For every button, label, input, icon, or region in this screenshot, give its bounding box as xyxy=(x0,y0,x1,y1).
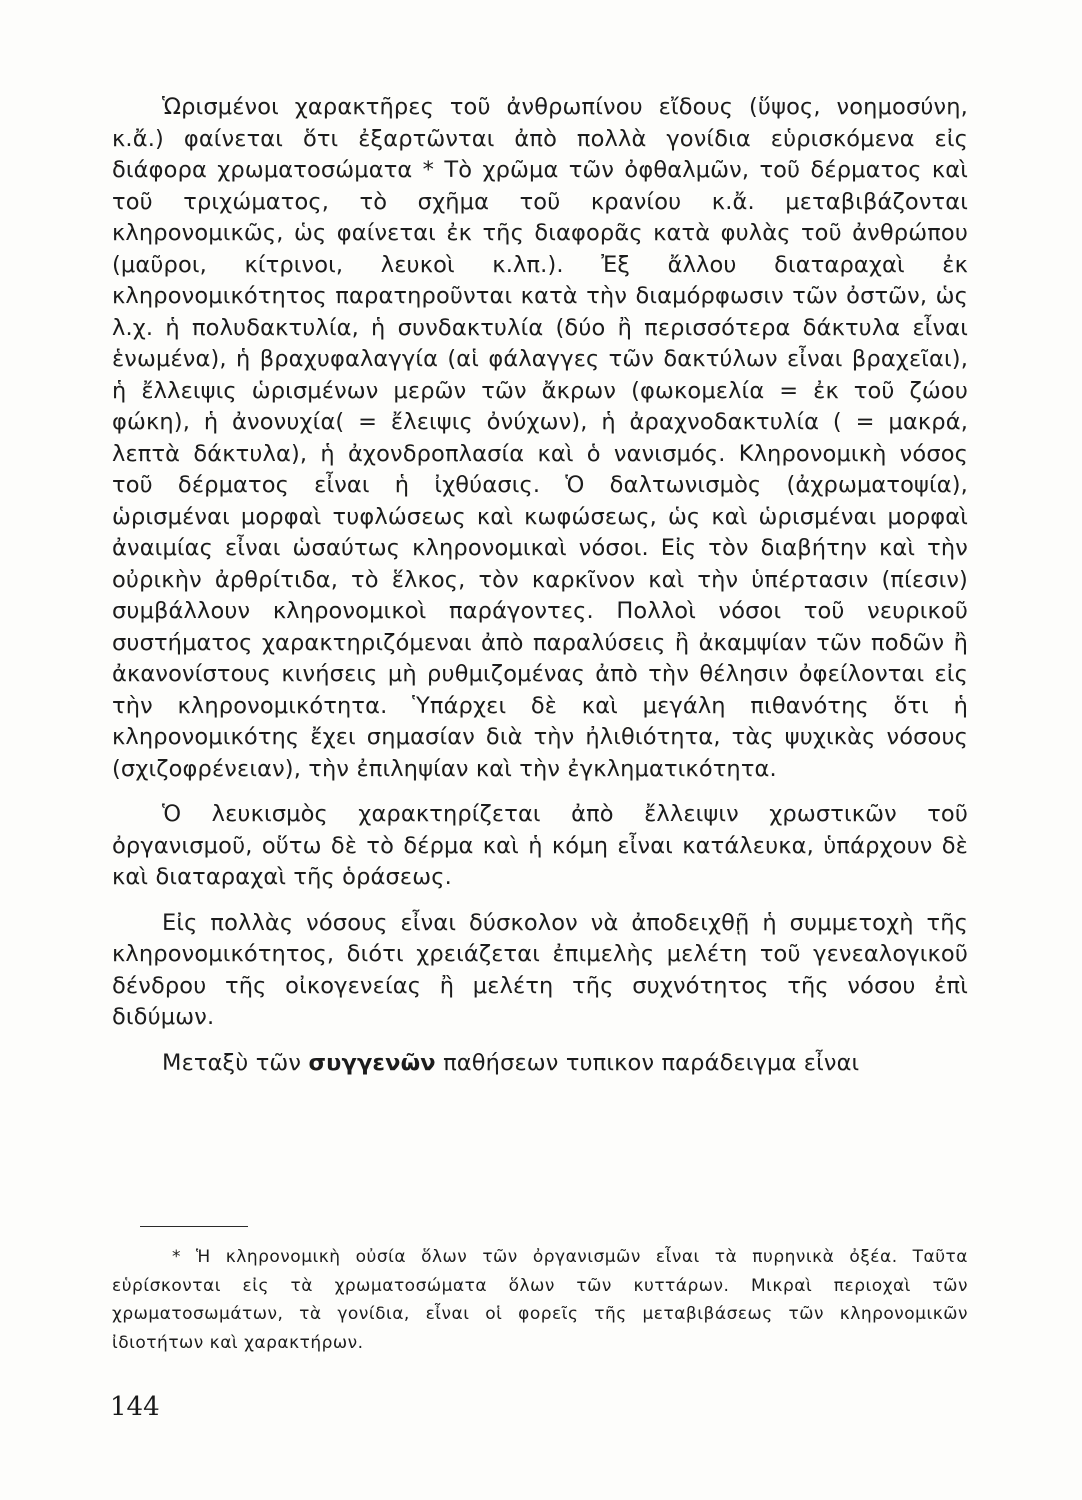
paragraph-twin-studies: Εἰς πολλὰς νόσους εἶναι δύσκολον νὰ ἀποδειχθῇ ἡ συμμετοχὴ τῆς κληρονομικότητος, διότι χρειάζεται ἐπιμελὴς μελέτη τοῦ γενεαλογικοῦ δένδρου τῆς οἰκογενείας ἢ μελέτη τῆς συχνότητος τῆς νόσου ἐπὶ διδύμων. xyxy=(112,909,968,1030)
footnote-divider xyxy=(140,1226,248,1227)
paragraph-final-line xyxy=(112,1048,968,1080)
final-line-start: Μεταξὺ τῶν xyxy=(162,1049,302,1076)
page-number: 144 xyxy=(110,1392,160,1422)
paragraph-albinism: Ὁ λευκισμὸς χαρακτηρίζεται ἀπὸ ἔλλειψιν χρωστικῶν τοῦ ὀργανισμοῦ, οὕτω δὲ τὸ δέρμα καὶ ἡ κόμη εἶναι κατάλευκα, ὑπάρχουν δὲ καὶ διαταραχαὶ τῆς ὁράσεως. xyxy=(112,801,968,890)
body-text xyxy=(112,92,968,1093)
paragraph-heredity-traits: Ὡρισμένοι χαρακτῆρες τοῦ ἀνθρωπίνου εἴδους (ὕψος, νοημοσύνη, κ.ἄ.) φαίνεται ὅτι ἐξαρτῶνται ἀπὸ πολλὰ γονίδια εὑρισκόμενα εἰς διάφορα χρωματοσώματα * Τὸ χρῶμα τῶν ὀφθαλμῶν, τοῦ δέρματος καὶ τοῦ τριχώματος, τὸ σχῆμα τοῦ κρανίου κ.ἄ. μεταβιβάζονται κληρονομικῶς, ὡς φαίνεται ἐκ τῆς διαφορᾶς κατὰ φυλὰς τοῦ ἀνθρώπου (μαῦροι, κίτρινοι, λευκοὶ κ.λπ.). Ἐξ ἄλλου διαταραχαὶ ἐκ κληρονομικότητος παρατηροῦνται κατὰ τὴν διαμόρφωσιν τῶν ὀστῶν, ὡς λ.χ. ἡ πολυδακτυλία, ἡ συνδακτυλία (δύο ἢ περισσότερα δάκτυλα εἶναι ἑνωμένα), ἡ βραχυφαλαγγία (αἱ φάλαγγες τῶν δακτύλων εἶναι βραχεῖαι), ἡ ἔλλειψις ὡρισμένων μερῶν τῶν ἄκρων (φωκομελία = ἐκ τοῦ ζώου φώκη), ἡ ἀνονυχία( = ἔλειψις ὀνύχων), ἡ ἀραχνοδακτυλία ( = μακρά, λεπτὰ δάκτυλα), ἡ ἀχονδροπλασία καὶ ὁ νανισμός. Κληρονομικὴ νόσος τοῦ δέρματος εἶναι ἡ ἰχθύασις. Ὁ δαλτωνισμὸς (ἀχρωματοψία), ὡρισμέναι μορφαὶ τυφλώσεως καὶ κωφώσεως, ὡς καὶ ὡρισμέναι μορφαὶ ἀναιμίας εἶναι ὡσαύτως κληρονομικαὶ νόσοι. Εἰς τὸν διαβήτην καὶ τὴν οὐρικὴν ἀρθρίτιδα, τὸ ἕλκος, τὸν καρκῖνον καὶ τὴν ὑπέρτασιν (πίεσιν) συμβάλλουν κληρονομικοὶ παράγοντες. Πολλοὶ νόσοι τοῦ νευρικοῦ συστήματος χαρακτηριζόμεναι ἀπὸ παραλύσεις ἢ ἀκαμψίαν τῶν ποδῶν ἢ ἀκανονίστους κινήσεις μὴ ρυθμιζομένας ἀπὸ τὴν θέλησιν ὀφείλονται εἰς τὴν κληρονομικότητα. Ὑπάρχει δὲ καὶ μεγάλη πιθανότης ὅτι ἡ κληρονομικότης ἔχει σημασίαν διὰ τὴν ἠλιθιότητα, τὰς ψυχικὰς νόσους (σχιζοφρένειαν), τὴν ἐπιληψίαν καὶ τὴν ἐγκληματικότητα. xyxy=(112,94,968,782)
bold-term: συγγενῶν xyxy=(308,1049,436,1076)
footnote: * Ἡ κληρονομικὴ οὐσία ὅλων τῶν ὀργανισμῶν εἶναι τὰ πυρηνικὰ ὀξέα. Ταῦτα εὑρίσκονται εἰς τὰ χρωματοσώματα ὅλων τῶν κυττάρων. Μικραὶ περιοχαὶ τῶν χρωματοσωμάτων, τὰ γονίδια, εἶναι οἱ φορεῖς τῆς μεταβιβάσεως τῶν κληρονομικῶν ἰδιοτήτων καὶ χαρακτήρων. xyxy=(112,1247,968,1353)
final-line-end: παθήσεων τυπικον παράδειγμα εἶναι xyxy=(443,1049,860,1076)
